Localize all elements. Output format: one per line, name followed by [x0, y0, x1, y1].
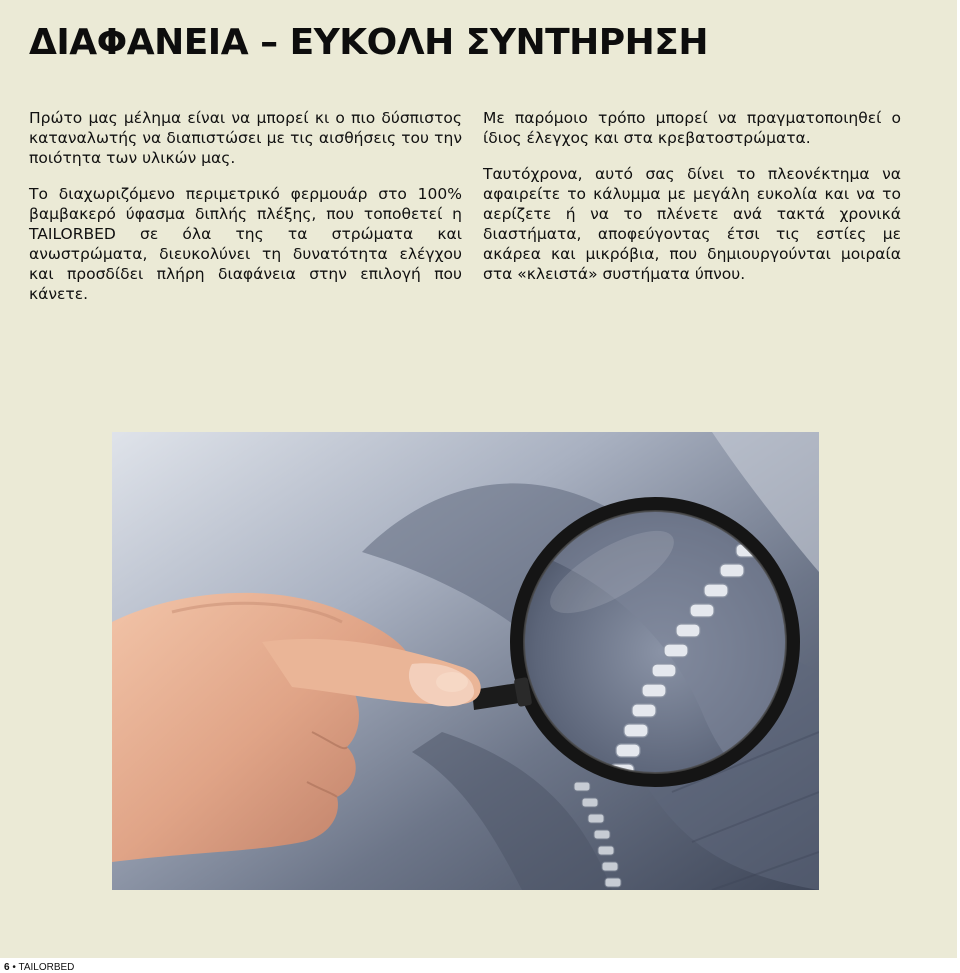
- right-paragraph-2: Ταυτόχρονα, αυτό σας δίνει το πλεονέκτημα να αφαιρείτε το κάλυμμα με μεγάλη ευκολία και να το αερίζετε ή να το πλένετε ανά τακτά χρονικά διαστήματα, αποφεύγοντας έτσι τις εστίες με ακάρεα και μικρόβια, που δημιουργούνται μοιραία στα «κλειστά» συστήματα ύπνου.: [483, 165, 901, 283]
- left-text-column: [29, 108, 462, 320]
- footer-brand: TAILORBED: [18, 962, 75, 973]
- page-title: ΔΙΑΦΑΝΕΙΑ – ΕΥΚΟΛΗ ΣΥΝΤΗΡΗΣΗ: [29, 22, 709, 63]
- page-number: 6: [4, 962, 10, 973]
- page-footer: [4, 962, 74, 973]
- right-paragraph-1: Με παρόμοιο τρόπο μπορεί να πραγματοποιηθεί ο ίδιος έλεγχος και στα κρεβατοστρώματα.: [483, 109, 901, 147]
- footer-separator: •: [12, 962, 16, 973]
- right-text-column: [483, 108, 901, 300]
- magnifying-glass-photo: [112, 432, 819, 890]
- left-paragraph-2: Το διαχωριζόμενο περιμετρικό φερμουάρ στο 100% βαμβακερό ύφασμα διπλής πλέξης, που τοποθετεί η TAILORBED σε όλα της τα στρώματα και ανωστρώματα, διευκολύνει τη δυνατότητα ελέγχου και προσδίδει πλήρη διαφάνεια στην επιλογή που κάνετε.: [29, 185, 462, 303]
- left-paragraph-1: Πρώτο μας μέλημα είναι να μπορεί κι ο πιο δύσπιστος καταναλωτής να διαπιστώσει με τις αισθήσεις του την ποιότητα των υλικών μας.: [29, 109, 462, 167]
